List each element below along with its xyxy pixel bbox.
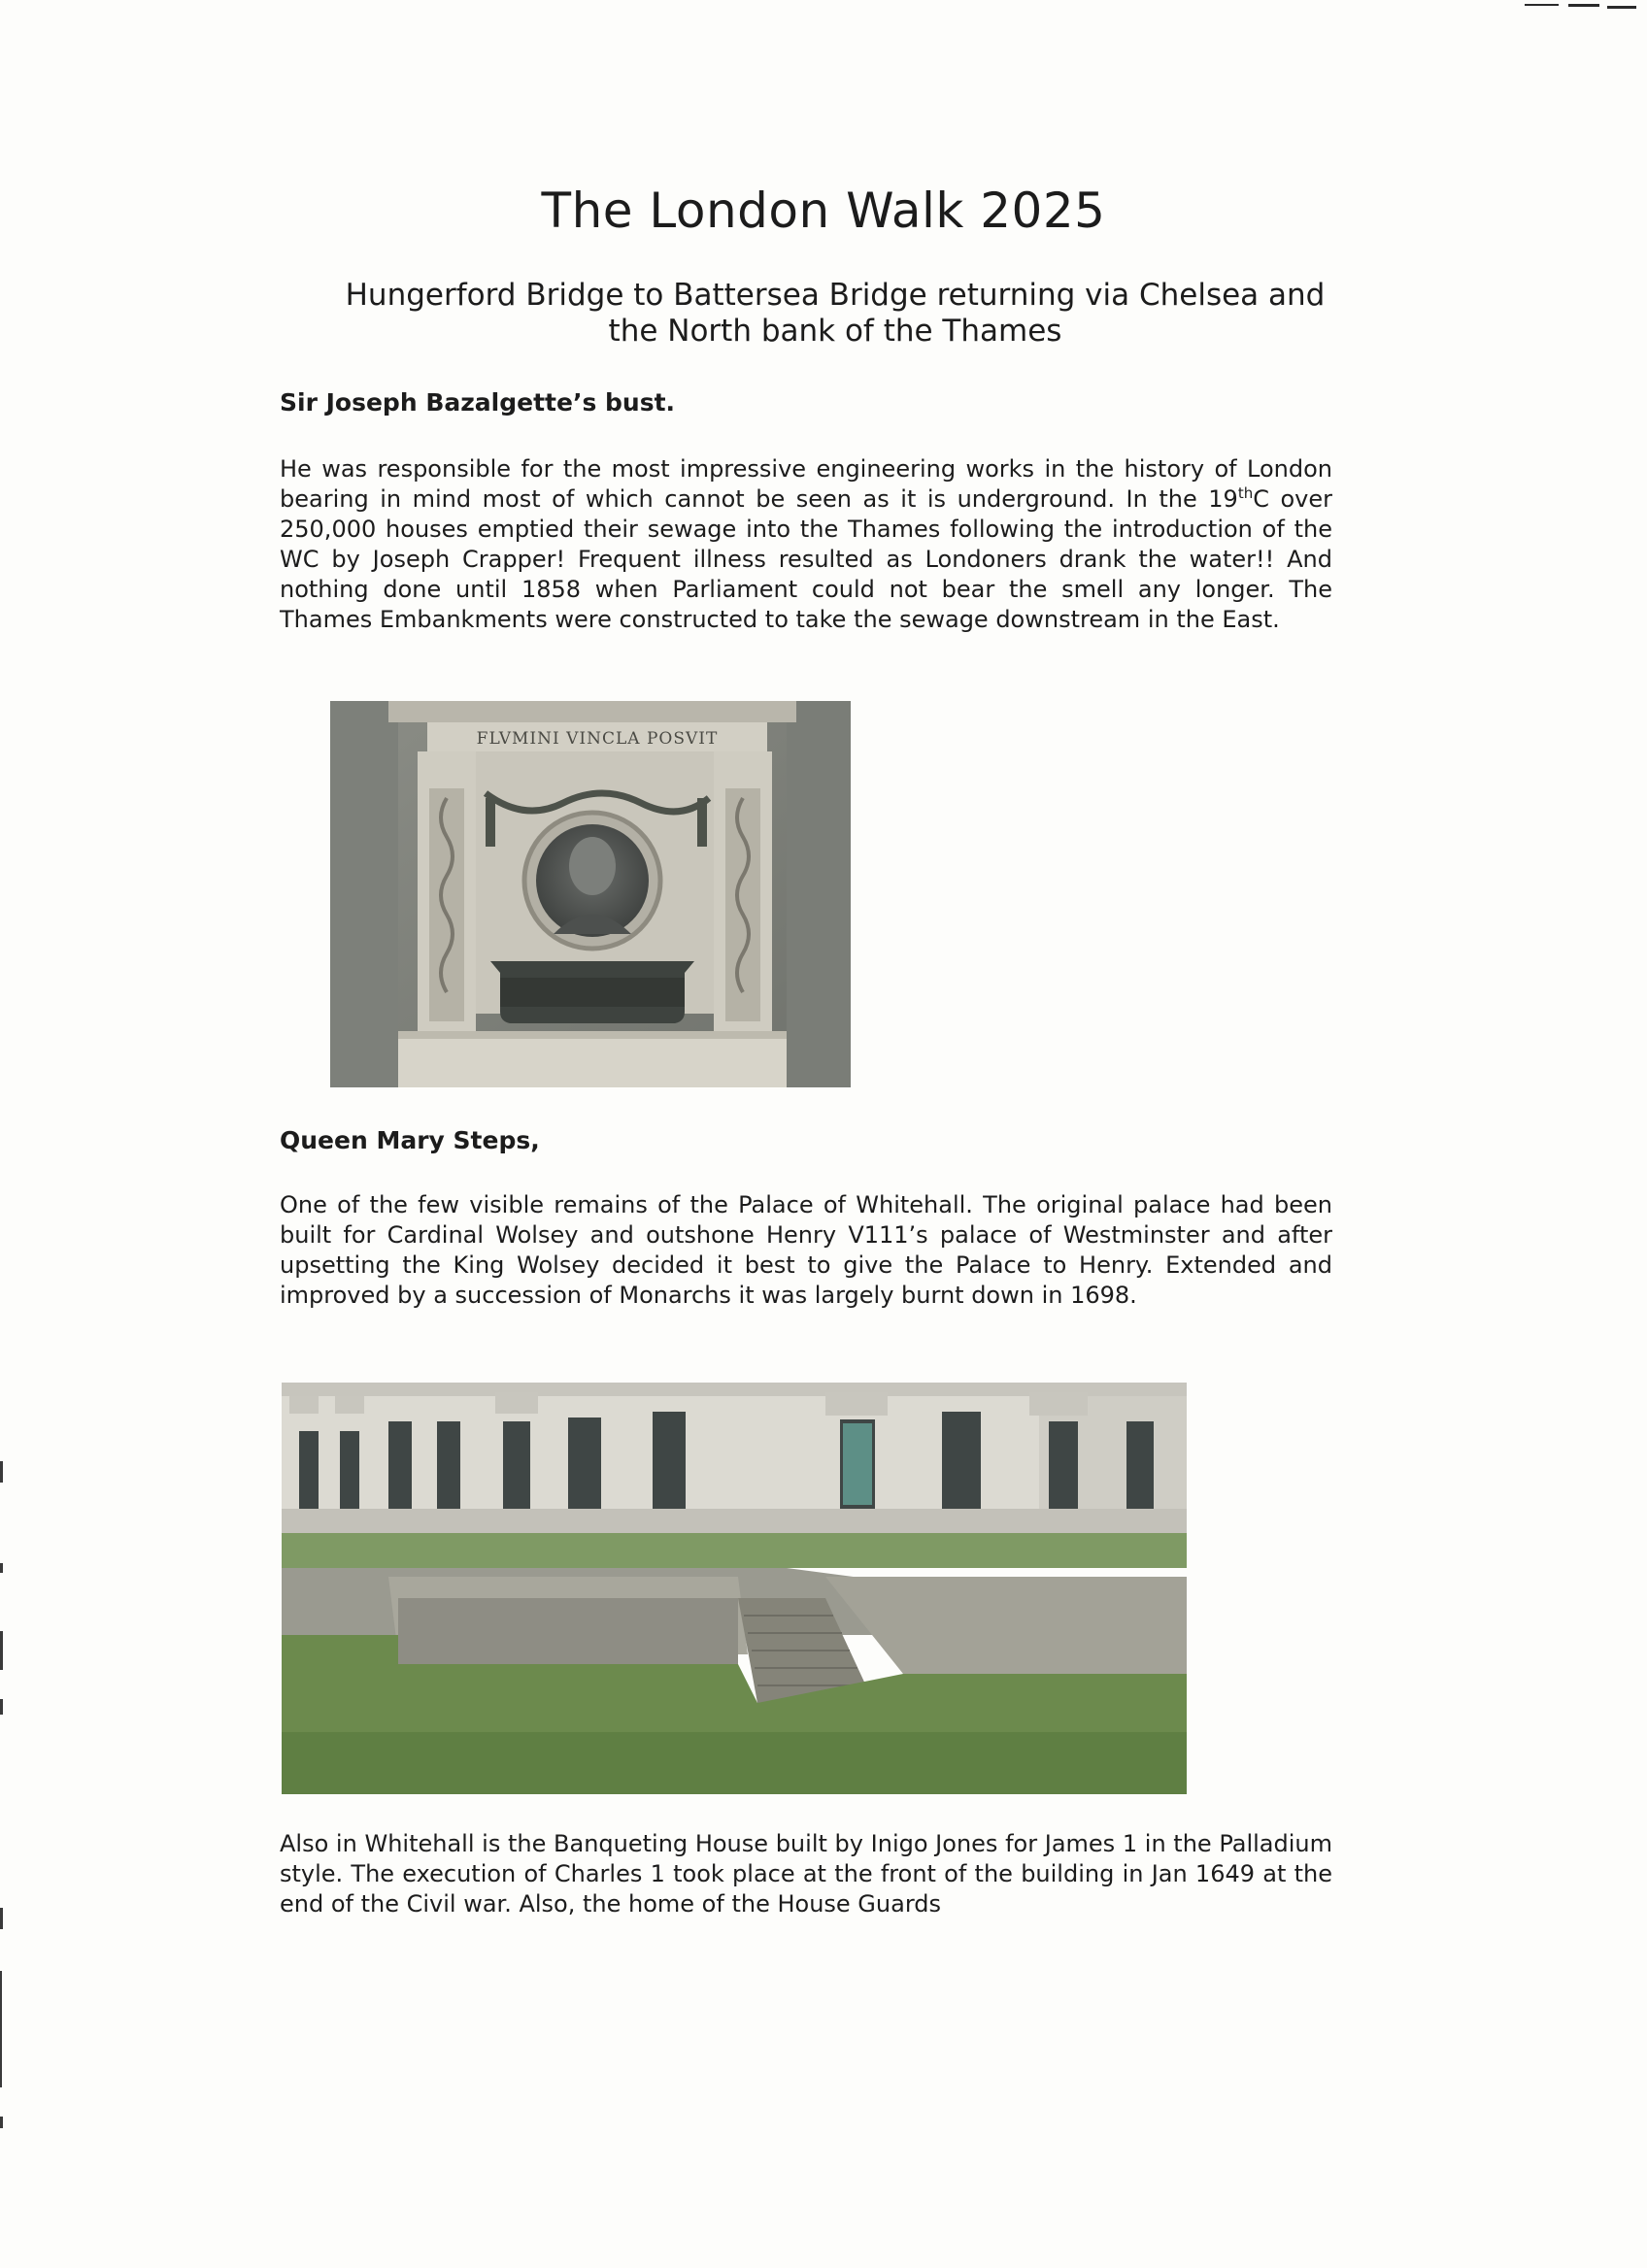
paragraph-bazalgette: He was responsible for the most impressive engineering works in the history of London bearing in mind most of which cannot be seen as it is underground. In the 19thC over 250,000 houses emptied their sewage into the Thames following the introduction of the WC by Joseph Crapper! Frequent illness resulted as Londoners drank the water!! And nothing done until 1858 when Parliament could not bear the smell any longer. The Thames Embankments were constructed to take the sewage downstream in the East. bbox=[280, 455, 1333, 633]
paragraph-queen-mary: One of the few visible remains of the Palace of Whitehall. The original palace had been built for Cardinal Wolsey and outshone Henry V111’s palace of Westminster and after upsetting the King Wolsey decided it best to give the Palace to Henry. Extended and improved by a succession of Monarchs it was largely burnt down in 1698. bbox=[280, 1191, 1332, 1309]
inscription-text: FLVMINI VINCLA POSVIT bbox=[476, 729, 719, 749]
scan-artifact-top bbox=[1607, 6, 1636, 9]
scan-edge-mark bbox=[0, 1461, 3, 1483]
scan-edge-mark bbox=[0, 1631, 3, 1670]
scan-edge-mark bbox=[0, 1563, 3, 1573]
page-title: The London Walk 2025 bbox=[541, 183, 1106, 239]
scan-edge-mark bbox=[0, 1908, 3, 1929]
queen-mary-steps-photo bbox=[282, 1383, 1187, 1794]
bazalgette-bust-photo bbox=[330, 701, 851, 1087]
page-subtitle: Hungerford Bridge to Battersea Bridge returning via Chelsea and the North bank of the Thames bbox=[345, 278, 1326, 349]
scan-edge-mark bbox=[0, 2117, 3, 2128]
section-heading-bazalgette: Sir Joseph Bazalgette’s bust. bbox=[280, 388, 676, 417]
scan-edge-mark bbox=[0, 1699, 3, 1715]
section-heading-queen-mary: Queen Mary Steps, bbox=[280, 1126, 540, 1154]
scan-edge-mark bbox=[0, 1971, 2, 2087]
scan-artifact-top bbox=[1525, 4, 1559, 6]
paragraph-banqueting-house: Also in Whitehall is the Banqueting House built by Inigo Jones for James 1 in the Palladium style. The execution of Charles 1 took place at the front of the building in Jan 1649 at the end of the Civil war. Also, the home of the House Guards bbox=[280, 1830, 1332, 1918]
scan-artifact-top bbox=[1568, 4, 1599, 7]
